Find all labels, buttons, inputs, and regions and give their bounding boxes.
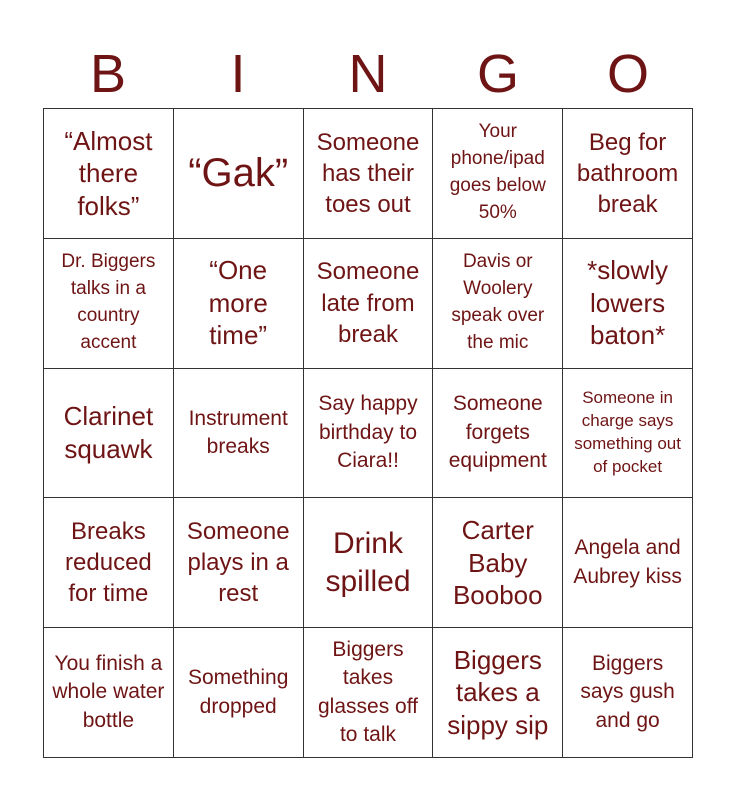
bingo-cell-4-5[interactable] xyxy=(563,498,693,628)
bingo-cell-4-3[interactable] xyxy=(304,498,434,628)
bingo-cell-3-4[interactable] xyxy=(433,369,563,499)
cell-text: You finish a whole water bottle xyxy=(52,652,165,732)
bingo-cell-5-4[interactable] xyxy=(433,628,563,758)
header-letter-i: I xyxy=(230,44,246,104)
cell-text: Drink spilled xyxy=(325,527,411,598)
cell-text: Davis or Woolery speak over the mic xyxy=(451,251,545,354)
bingo-cell-3-2[interactable] xyxy=(174,369,304,499)
cell-text: “Gak” xyxy=(188,151,289,196)
bingo-cell-5-1[interactable] xyxy=(44,628,174,758)
cell-text: Say happy birthday to Ciara!! xyxy=(318,392,418,473)
header-letter-n: N xyxy=(348,44,388,104)
cell-text: Your phone/ipad goes below 50% xyxy=(449,121,546,224)
bingo-grid xyxy=(43,108,693,758)
bingo-cell-3-1[interactable] xyxy=(44,369,174,499)
cell-text: Someone plays in a rest xyxy=(186,518,290,608)
cell-text: Something dropped xyxy=(187,666,289,718)
cell-text: Biggers takes glasses off to talk xyxy=(317,637,418,746)
cell-text: Biggers says gush and go xyxy=(580,652,675,732)
cell-text: “One more time” xyxy=(208,255,268,351)
bingo-cell-5-2[interactable] xyxy=(174,628,304,758)
bingo-cell-5-5[interactable] xyxy=(563,628,693,758)
bingo-cell-4-2[interactable] xyxy=(174,498,304,628)
bingo-cell-2-3[interactable] xyxy=(304,239,434,369)
bingo-cell-1-3[interactable] xyxy=(304,109,434,239)
cell-text: Dr. Biggers talks in a country accent xyxy=(61,251,156,354)
bingo-cell-3-3[interactable] xyxy=(304,369,434,499)
bingo-cell-1-4[interactable] xyxy=(433,109,563,239)
cell-text: Angela and Aubrey kiss xyxy=(573,536,682,588)
cell-text: Beg for bathroom break xyxy=(576,128,679,218)
bingo-cell-2-5[interactable] xyxy=(563,239,693,369)
cell-text: Someone late from break xyxy=(316,258,420,348)
cell-text: Instrument breaks xyxy=(188,406,288,458)
cell-text: “Almost there folks” xyxy=(64,125,153,221)
cell-text: Someone forgets equipment xyxy=(448,392,547,473)
bingo-cell-2-4[interactable] xyxy=(433,239,563,369)
header-letter-o: O xyxy=(606,44,649,104)
cell-text: Someone in charge says something out of pocket xyxy=(574,388,681,476)
bingo-cell-5-3[interactable] xyxy=(304,628,434,758)
bingo-header xyxy=(43,40,693,108)
bingo-cell-2-1[interactable] xyxy=(44,239,174,369)
bingo-cell-4-1[interactable] xyxy=(44,498,174,628)
bingo-cell-4-4[interactable] xyxy=(433,498,563,628)
cell-text: Breaks reduced for time xyxy=(65,518,152,608)
bingo-cell-2-2[interactable] xyxy=(174,239,304,369)
header-letter-b: B xyxy=(89,44,127,104)
cell-text: Carter Baby Booboo xyxy=(452,515,543,611)
bingo-cell-1-5[interactable] xyxy=(563,109,693,239)
bingo-cell-1-1[interactable] xyxy=(44,109,174,239)
cell-text: Biggers takes a sippy sip xyxy=(447,644,549,740)
bingo-cell-1-2[interactable] xyxy=(174,109,304,239)
header-letter-g: G xyxy=(476,44,519,104)
cell-text: Someone has their toes out xyxy=(316,128,420,218)
cell-text: Clarinet squawk xyxy=(63,401,154,464)
cell-text: *slowly lowers baton* xyxy=(587,255,669,351)
bingo-cell-3-5[interactable] xyxy=(563,369,693,499)
